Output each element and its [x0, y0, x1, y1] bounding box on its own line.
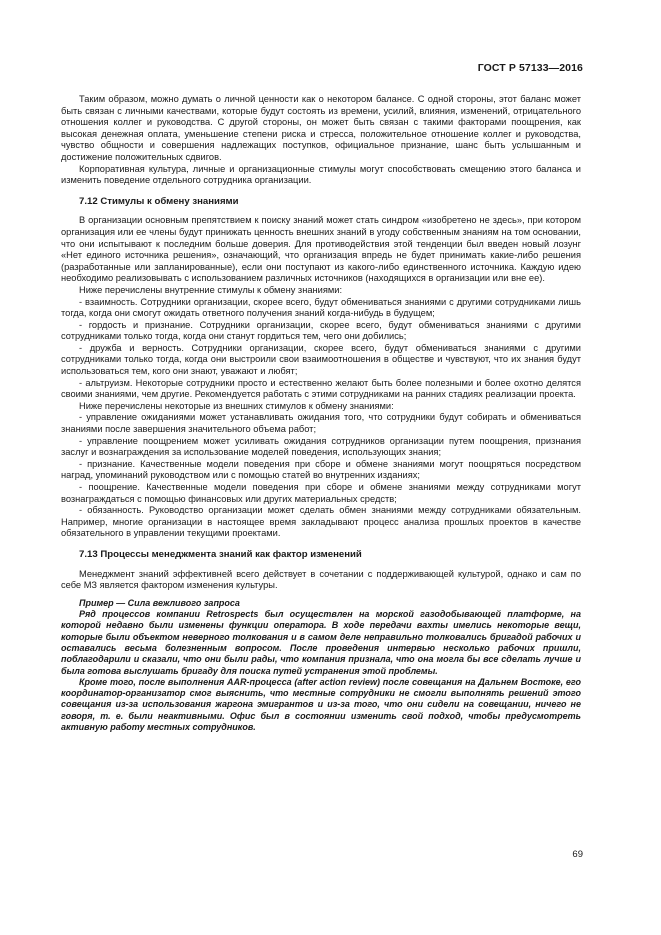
paragraph: Таким образом, можно думать о личной ценности как о некотором балансе. С одной стороны, этот баланс может быть связан с личными качествами, которые будут состоять из времени, усилий, влияния, изменений, отрицательного отношения коллег и руководства. С другой стороны, он может быть связан с такими факторами поощрения, как высокая денежная оплата, уменьшение степени риска и стресса, положительное отношение коллег и руководства, чувство общности и совершения надлежащих поступков, официальное признание, шанс быть услышанным и достижение положительных сдвигов.: [61, 94, 581, 162]
section-heading-7-12: 7.12 Стимулы к обмену знаниями: [79, 195, 239, 207]
example-paragraph: Ряд процессов компании Retrospects был осуществлен на морской газодобывающей платформе, на которой недавно были изменены функции оператора. В ходе передачи вахты имелись некоторые вещи, которые были объектом неверного толкования и в самом деле неправильно толковались бригадой рабочих и оставались весьма болезненным вопросом. После проведения интервью несколько рабочих пришли, поблагодарили и сказали, что они были рады, что компания признала, что она могла бы все сделать лучше и была готова выслушать бригаду для поиска путей устранения этой проблемы.: [61, 609, 581, 676]
section-heading-7-13: 7.13 Процессы менеджмента знаний как фактор изменений: [79, 548, 362, 560]
list-item: - дружба и верность. Сотрудники организации, скорее всего, будут обмениваться знаниями с другими сотрудниками только тогда, когда они выстроили свои взаимоотношения в обществе и чувствуют, что их знания будут использоваться тем, кого они знают, уважают и любят;: [61, 342, 581, 377]
paragraph: Ниже перечислены некоторые из внешних стимулов к обмену знаниями:: [79, 400, 394, 411]
page-content: [61, 94, 581, 733]
paragraph: Менеджмент знаний эффективней всего действует в сочетании с поддерживающей культурой, однако и сам по себе МЗ является фактором изменения культуры.: [61, 568, 581, 591]
list-item: - взаимность. Сотрудники организации, скорее всего, будут обмениваться знаниями с другими сотрудниками лишь тогда, когда они смогут ожидать ответного получения знаний когда-нибудь в будущем;: [61, 296, 581, 319]
paragraph: Ниже перечислены внутренние стимулы к обмену знаниями:: [79, 284, 343, 295]
list-item: - гордость и признание. Сотрудники организации, скорее всего, будут обмениваться знаниями с другими сотрудниками только тогда, когда они станут гордиться тем, чего они добились;: [61, 319, 581, 342]
list-item: - управление ожиданиями может устанавливать ожидания того, что сотрудники будут собирать и обмениваться знаниями после завершения значительного объема работ;: [61, 412, 581, 435]
example-title: Пример — Сила вежливого запроса: [79, 597, 240, 608]
example-paragraph: Кроме того, после выполнения AAR-процесса (after action review) после совещания на Дальнем Востоке, его координатор-организатор смог выяснить, что местные сотрудники не смогли выполнять решений этого совещания из-за использования жаргона эмигрантов и из-за того, что они сидели на совещании, ничего не говоря, т. е. были неактивными. Офис был в состоянии изменить свой подход, чтобы предусмотреть активную работу местных сотрудников.: [61, 676, 581, 733]
list-item: - поощрение. Качественные модели поведения при сборе и обмене знаниями между сотрудниками могут вознаграждаться с помощью финансовых или других материальных средств;: [61, 482, 581, 504]
list-item: - управление поощрением может усиливать ожидания сотрудников организации путем поощрения, признания заслуг и вознаграждения за использование моделей поведения, использующих знания;: [61, 435, 581, 458]
example-block: [61, 598, 581, 734]
list-item: - альтруизм. Некоторые сотрудники просто и естественно желают быть более полезными и более охотно делятся своими знаниями, чем другие. Рекомендуется работать с этими сотрудниками на ранних стадиях реализации проекта.: [61, 377, 581, 400]
document-id: ГОСТ Р 57133—2016: [477, 62, 583, 74]
paragraph: В организации основным препятствием к поиску знаний может стать синдром «изобретено не здесь», при котором организация или ее члены будут принижать ценность внешних знаний в угоду собственным знаниям на том основании, что они испытывают к последним больше доверия. Для противодействия этой тенденции был введен новый лозунг «Нет единого источника решения», означающий, что организация впредь не будет принимать какие-либо решения (разработанные или запланированные), если они поступают из какого-либо единственного источника. Каждую идею необходимо реализовывать с использованием различных источников (находящихся в организации или вне ее).: [61, 215, 581, 284]
page-number: 69: [572, 849, 583, 860]
list-item: - признание. Качественные модели поведения при сборе и обмене знаниями могут поощряться посредством наград, упоминаний руководством или с помощью статей во внутренних изданиях;: [61, 458, 581, 481]
list-item: - обязанность. Руководство организации может сделать обмен знаниями между сотрудниками обязательным. Например, многие организации в настоящее время закладывают процесс анализа прошлых проектов в качестве обязательного в управлении текущими проектами.: [61, 505, 581, 539]
paragraph: Корпоративная культура, личные и организационные стимулы могут способствовать смещению этого баланса и изменить поведение отдельного сотрудника организации.: [61, 163, 581, 186]
